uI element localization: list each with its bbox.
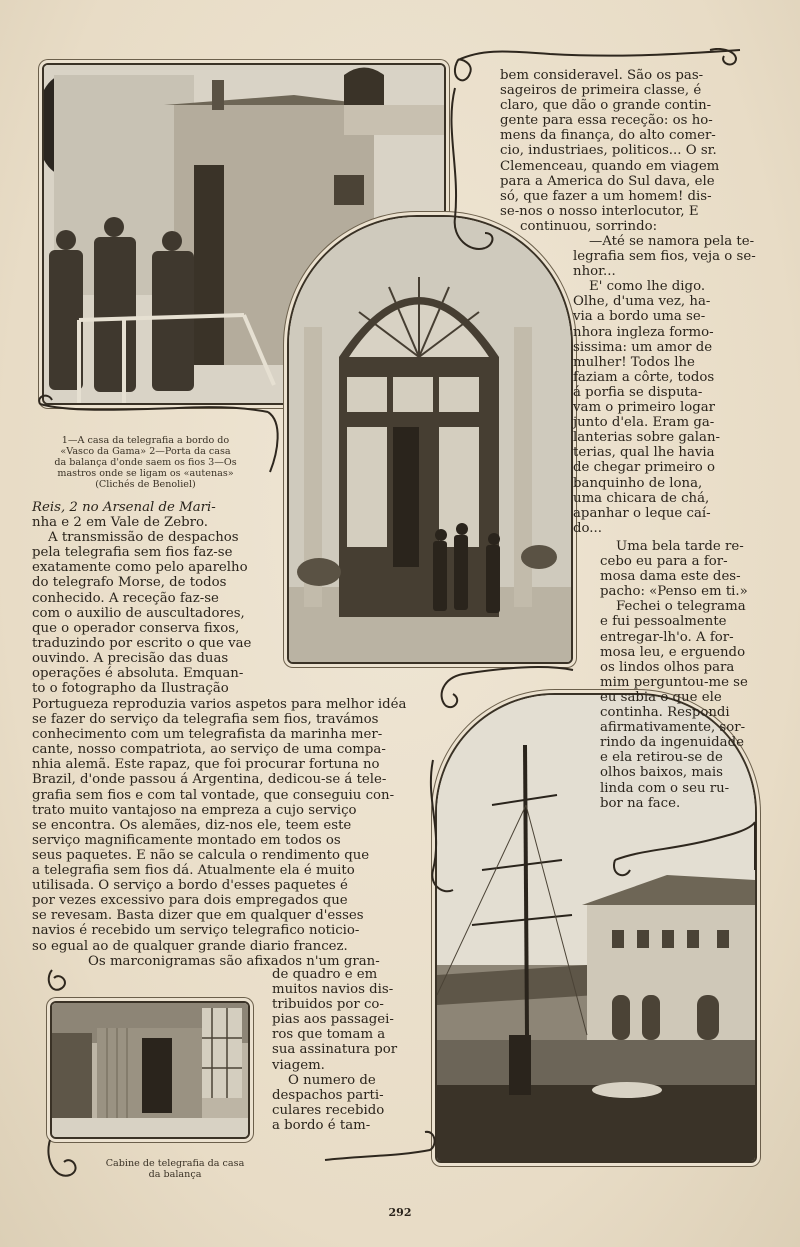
text-line: do...: [573, 520, 602, 536]
article-left-column: [32, 500, 260, 696]
article-right-column-lower: [573, 234, 756, 536]
text-line: cebo eu para a for-: [600, 554, 728, 570]
text-line: viagem.: [272, 1057, 325, 1073]
text-line: Olhe, d'uma vez, ha-: [573, 294, 711, 310]
text-line: claro, que dão o grande contin-: [500, 98, 712, 114]
text-line: nhia alemã. Este rapaz, que foi procurar fortuna no: [32, 757, 380, 773]
text-line: legrafia sem fios, veja o se-: [573, 249, 756, 265]
text-line: os lindos olhos para: [600, 659, 735, 675]
text-line: pela telegrafia sem fios faz-se: [32, 545, 233, 561]
text-line: se-nos o nosso interlocutor, E: [500, 203, 699, 219]
caption-line: da balança: [148, 1169, 202, 1180]
text-line: com o auxilio de auscultadores,: [32, 605, 245, 621]
text-line: a telegrafia sem fios dá. Atualmente ela é muito: [32, 863, 355, 879]
text-line: muitos navios dis-: [272, 982, 394, 998]
article-wide-column: [32, 697, 422, 969]
text-line: via a bordo uma se-: [573, 309, 706, 325]
text-line: mens da finança, do alto comer-: [500, 128, 716, 144]
text-line: nhora ingleza formo-: [573, 324, 714, 340]
caption-line: «Vasco da Gama» 2—Porta da casa: [60, 446, 231, 457]
text-line: uma chicara de chá,: [573, 490, 710, 506]
text-line: Clemenceau, quando em viagem: [500, 158, 720, 174]
page-number: 292: [388, 1206, 412, 1219]
text-line: eu sabia o que ele: [600, 689, 722, 705]
text-line: só, que fazer a um homem! dis-: [500, 188, 712, 204]
text-line: serviço magnificamente montado em todos os: [32, 832, 341, 848]
text-line: tribuidos por co-: [272, 997, 384, 1013]
text-line: bor na face.: [600, 795, 681, 811]
text-line: continuou, sorrindo:: [520, 218, 658, 234]
text-line: trato muito vantajoso na empreza a cujo serviço: [32, 802, 357, 818]
text-line: se revesam. Basta dizer que em qualquer d'esses: [32, 908, 364, 924]
text-line: navios é recebido um serviço telegrafico noticio-: [32, 923, 360, 939]
text-line: mosa dama este des-: [600, 569, 741, 585]
text-line: olhos baixos, mais: [600, 765, 723, 781]
text-line: [32, 500, 260, 515]
text-line: sua assinatura por: [272, 1042, 398, 1058]
text-line: grafia sem fios e com tal vontade, que conseguiu con-: [32, 787, 395, 803]
text-line: e fui pessoalmente: [600, 614, 727, 630]
text-line: seus paquetes. E não se calcula o rendimento que: [32, 847, 370, 863]
text-line: sageiros de primeira classe, é: [500, 83, 702, 99]
text-line: so egual ao de qualquer grande diario francez.: [32, 938, 348, 954]
text-line: apanhar o leque caí-: [573, 505, 711, 521]
caption-bottom-left: [90, 1158, 260, 1180]
caption-line: 1—A casa da telegrafia a bordo do: [61, 435, 230, 446]
text-line: to o fotographo da Ilustração: [32, 681, 229, 697]
text-line: entregar-lh'o. A for-: [600, 629, 734, 645]
text-line: Fechei o telegrama: [616, 599, 746, 615]
text-line: utilisada. O serviço a bordo d'esses paquetes é: [32, 878, 348, 894]
text-line: A transmissão de despachos: [48, 530, 239, 546]
text-line: continha. Respondi: [600, 705, 730, 721]
text-line: faziam a côrte, todos: [573, 369, 715, 385]
text-line: se encontra. Os alemães, diz-nos ele, teem este: [32, 817, 352, 833]
text-line: cante, nosso compatriota, ao serviço de uma compa-: [32, 742, 386, 758]
caption-line: (Clichés de Benoliel): [95, 479, 196, 490]
text-line: ros que tomam a: [272, 1027, 386, 1043]
text-line: despachos parti-: [272, 1087, 384, 1103]
text-line: exatamente como pelo aparelho: [32, 560, 248, 576]
text-line: banquinho de lona,: [573, 475, 703, 491]
photo-balance-house-door-image: [289, 217, 571, 662]
caption-top-left: [28, 435, 263, 490]
text-line: ouvindo. A precisão das duas: [32, 650, 229, 666]
text-line: conhecimento com um telegrafista da marinha mer-: [32, 727, 383, 743]
article-narrow-column: [272, 967, 404, 1133]
text-line: mim perguntou-me se: [600, 674, 748, 690]
balance-house-door-illustration: [289, 217, 571, 662]
text-line: junto d'ela. Eram ga-: [573, 415, 715, 431]
text-line: culares recebido: [272, 1102, 385, 1118]
text-line: a bordo é tam-: [272, 1117, 371, 1133]
text-line: pacho: «Penso em ti.»: [600, 584, 748, 600]
text-line: Portugueza reproduzia varios aspetos para melhor idéa: [32, 697, 407, 712]
text-line: conhecido. A receção faz-se: [32, 590, 219, 606]
text-line: se fazer do serviço da telegrafia sem fios, travámos: [32, 712, 379, 728]
photo-balance-house-door: [287, 215, 573, 664]
text-line: e ela retirou-se de: [600, 750, 723, 766]
text-line-italic: Reis, 2 no Arsenal de Mari-: [32, 500, 216, 515]
text-line: Brazil, d'onde passou á Argentina, dedicou-se á tele-: [32, 772, 387, 788]
text-line: vam o primeiro logar: [573, 400, 716, 416]
article-right-column-bottom: [600, 539, 756, 811]
text-line: lanterias sobre galan-: [573, 430, 721, 446]
text-line: E' como lhe digo.: [589, 279, 706, 295]
text-line: afirmativamente, sor-: [600, 720, 746, 736]
text-line: que o operador conserva fixos,: [32, 620, 240, 636]
text-line: mulher! Todos lhe: [573, 354, 695, 370]
text-line: rindo da ingenuidade: [600, 735, 744, 751]
text-line: á porfia se disputa-: [573, 384, 703, 400]
caption-line: mastros onde se ligam os «autenas»: [57, 468, 234, 479]
ornament-right-small: [610, 820, 760, 890]
text-line: operações é absoluta. Emquan-: [32, 666, 244, 682]
text-line: nha e 2 em Vale de Zebro.: [32, 515, 209, 531]
text-line: de chegar primeiro o: [573, 460, 715, 476]
text-line: linda com o seu ru-: [600, 780, 730, 796]
text-line: O numero de: [288, 1072, 376, 1088]
text-line: Uma bela tarde re-: [616, 539, 744, 554]
caption-line: Cabine de telegrafia da casa: [105, 1158, 245, 1169]
text-line: mosa leu, e erguendo: [600, 644, 746, 660]
ornament-mid-right: [423, 660, 583, 900]
text-line: traduzindo por escrito o que vae: [32, 635, 252, 651]
text-line: pias aos passagei-: [272, 1012, 394, 1028]
text-line: por vezes excessivo para dois empregados que: [32, 893, 348, 909]
text-line: terias, qual lhe havia: [573, 445, 715, 461]
text-line: Os marconigramas são afixados n'um gran-: [88, 953, 380, 969]
text-line: —Até se namora pela te-: [589, 234, 755, 249]
caption-line: da balança d'onde saem os fios 3—Os: [54, 457, 237, 468]
text-line: nhor...: [573, 264, 616, 280]
text-line: para a America do Sul dava, ele: [500, 173, 715, 189]
text-line: de quadro e em: [272, 967, 378, 982]
text-line: gente para essa receção: os ho-: [500, 113, 713, 129]
text-line: do telegrafo Morse, de todos: [32, 575, 227, 591]
text-line: bem consideravel. São os pas-: [500, 68, 704, 83]
article-right-column: [500, 68, 755, 234]
text-line: sissima: um amor de: [573, 339, 713, 355]
text-line: cio, industriaes, politicos... O sr.: [500, 143, 717, 159]
